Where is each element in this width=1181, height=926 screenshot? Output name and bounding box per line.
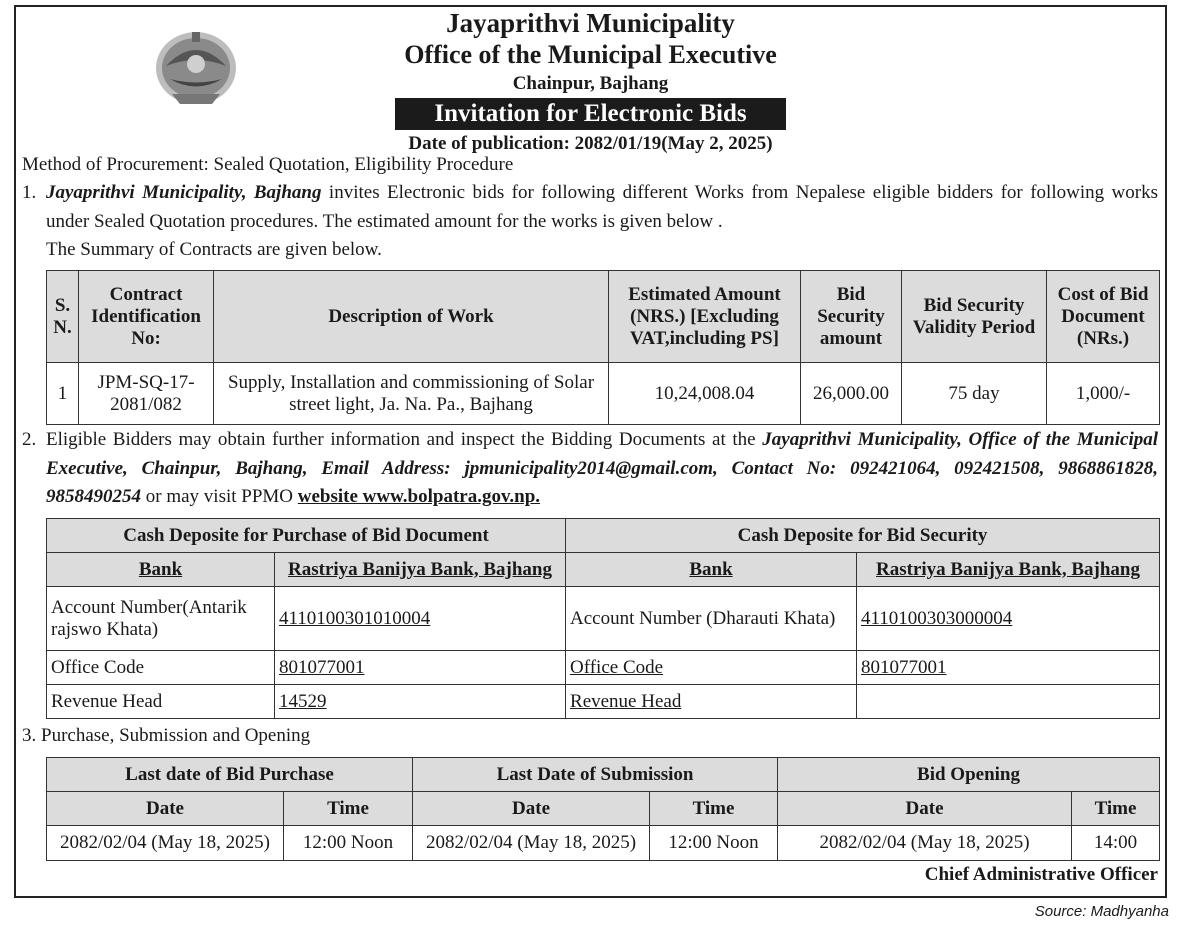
account-label: Account Number (Dharauti Khata) <box>566 587 857 651</box>
office-code-value: 801077001 <box>857 651 1160 685</box>
cell-doc-cost: 1,000/- <box>1047 363 1160 425</box>
office-code-value: 801077001 <box>275 651 566 685</box>
schedule-table <box>46 757 1160 861</box>
section-2-text <box>46 426 1158 512</box>
bank-name: Rastriya Banijya Bank, Bajhang <box>857 553 1160 587</box>
revenue-head-value <box>857 685 1160 719</box>
contracts-table <box>46 270 1160 425</box>
subheader-date: Date <box>778 792 1072 826</box>
section-1-text <box>46 179 1158 236</box>
table-row <box>47 685 1160 719</box>
deposit-title-row <box>47 519 1160 553</box>
section-2-body-b: or may visit PPMO <box>141 486 298 507</box>
col-sn: S. N. <box>47 271 79 363</box>
office-location: Chainpur, Bajhang <box>512 73 669 94</box>
office-code-label: Office Code <box>566 651 857 685</box>
col-contract-id: Contract Identification No: <box>79 271 214 363</box>
submission-date: 2082/02/04 (May 18, 2025) <box>413 826 650 861</box>
office-name: Office of the Municipal Executive <box>404 40 777 69</box>
bank-label: Bank <box>566 553 857 587</box>
cell-description: Supply, Installation and commissioning of Solar street light, Ja. Na. Pa., Bajhang <box>214 363 609 425</box>
bank-label: Bank <box>47 553 275 587</box>
subheader-time: Time <box>284 792 413 826</box>
source-credit: Source: Madhyanha <box>1034 903 1169 920</box>
deposit-right-title: Cash Deposite for Bid Security <box>566 519 1160 553</box>
deposit-table <box>46 518 1160 719</box>
notice-title-banner: Invitation for Electronic Bids <box>395 98 786 130</box>
ppmo-website-link[interactable]: website www.bolpatra.gov.np. <box>297 486 541 507</box>
col-doc-cost: Cost of Bid Document (NRs.) <box>1047 271 1160 363</box>
section-2-contact: Jayaprithvi Municipality, Office of the Municipal Executive, Chainpur, Bajhang, Email Address: jpmunicipality2014@gmail.com, Contact No: 092421064, 092421508, 9868861828, 9858490254 <box>46 429 1159 507</box>
revenue-head-label: Revenue Head <box>47 685 275 719</box>
revenue-head-value: 14529 <box>275 685 566 719</box>
col-bid-security: Bid Security amount <box>801 271 902 363</box>
col-estimated-amount: Estimated Amount (NRS.) [Excluding VAT,including PS] <box>609 271 801 363</box>
bank-name: Rastriya Banijya Bank, Bajhang <box>275 553 566 587</box>
office-code-label: Office Code <box>47 651 275 685</box>
summary-line: The Summary of Contracts are given below. <box>46 239 382 260</box>
account-number: 4110100303000004 <box>857 587 1160 651</box>
opening-date: 2082/02/04 (May 18, 2025) <box>778 826 1072 861</box>
cell-contract-id: JPM-SQ-17-2081/082 <box>79 363 214 425</box>
table-row <box>47 363 1160 425</box>
submission-time: 12:00 Noon <box>650 826 778 861</box>
procurement-method: Method of Procurement: Sealed Quotation, Eligibility Procedure <box>22 154 514 175</box>
group-bid-purchase: Last date of Bid Purchase <box>47 758 413 792</box>
section-1-number: 1. <box>22 182 37 203</box>
cell-sn: 1 <box>47 363 79 425</box>
opening-time: 14:00 <box>1072 826 1160 861</box>
publication-date: Date of publication: 2082/01/19(May 2, 2025) <box>408 133 773 154</box>
table-row <box>47 826 1160 861</box>
subheader-date: Date <box>413 792 650 826</box>
purchase-date: 2082/02/04 (May 18, 2025) <box>47 826 284 861</box>
table-row <box>47 587 1160 651</box>
signatory-title: Chief Administrative Officer <box>924 864 1158 885</box>
account-label: Account Number(Antarik rajswo Khata) <box>47 587 275 651</box>
section-1-bold-lead: Jayaprithvi Municipality, Bajhang <box>46 182 322 203</box>
deposit-bank-row <box>47 553 1160 587</box>
section-1-body: invites Electronic bids for following different Works from Nepalese eligible bidders for following works under Sealed Quotation procedures. The estimated amount for the works is given below . <box>46 182 1158 232</box>
account-number: 4110100301010004 <box>275 587 566 651</box>
col-validity: Bid Security Validity Period <box>902 271 1047 363</box>
revenue-head-label: Revenue Head <box>566 685 857 719</box>
deposit-left-title: Cash Deposite for Purchase of Bid Document <box>47 519 566 553</box>
subheader-time: Time <box>1072 792 1160 826</box>
cell-estimated-amount: 10,24,008.04 <box>609 363 801 425</box>
cell-bid-security: 26,000.00 <box>801 363 902 425</box>
contracts-header-row <box>47 271 1160 363</box>
schedule-group-row <box>47 758 1160 792</box>
section-3-title: 3. Purchase, Submission and Opening <box>22 725 311 746</box>
table-row <box>47 651 1160 685</box>
group-bid-opening: Bid Opening <box>778 758 1160 792</box>
cell-validity: 75 day <box>902 363 1047 425</box>
organization-name: Jayaprithvi Municipality <box>446 8 735 38</box>
section-2-number: 2. <box>22 429 37 450</box>
purchase-time: 12:00 Noon <box>284 826 413 861</box>
subheader-time: Time <box>650 792 778 826</box>
subheader-date: Date <box>47 792 284 826</box>
section-2-body: Eligible Bidders may obtain further information and inspect the Bidding Documents at the <box>46 429 763 450</box>
col-description: Description of Work <box>214 271 609 363</box>
schedule-subheader-row <box>47 792 1160 826</box>
group-submission: Last Date of Submission <box>413 758 778 792</box>
